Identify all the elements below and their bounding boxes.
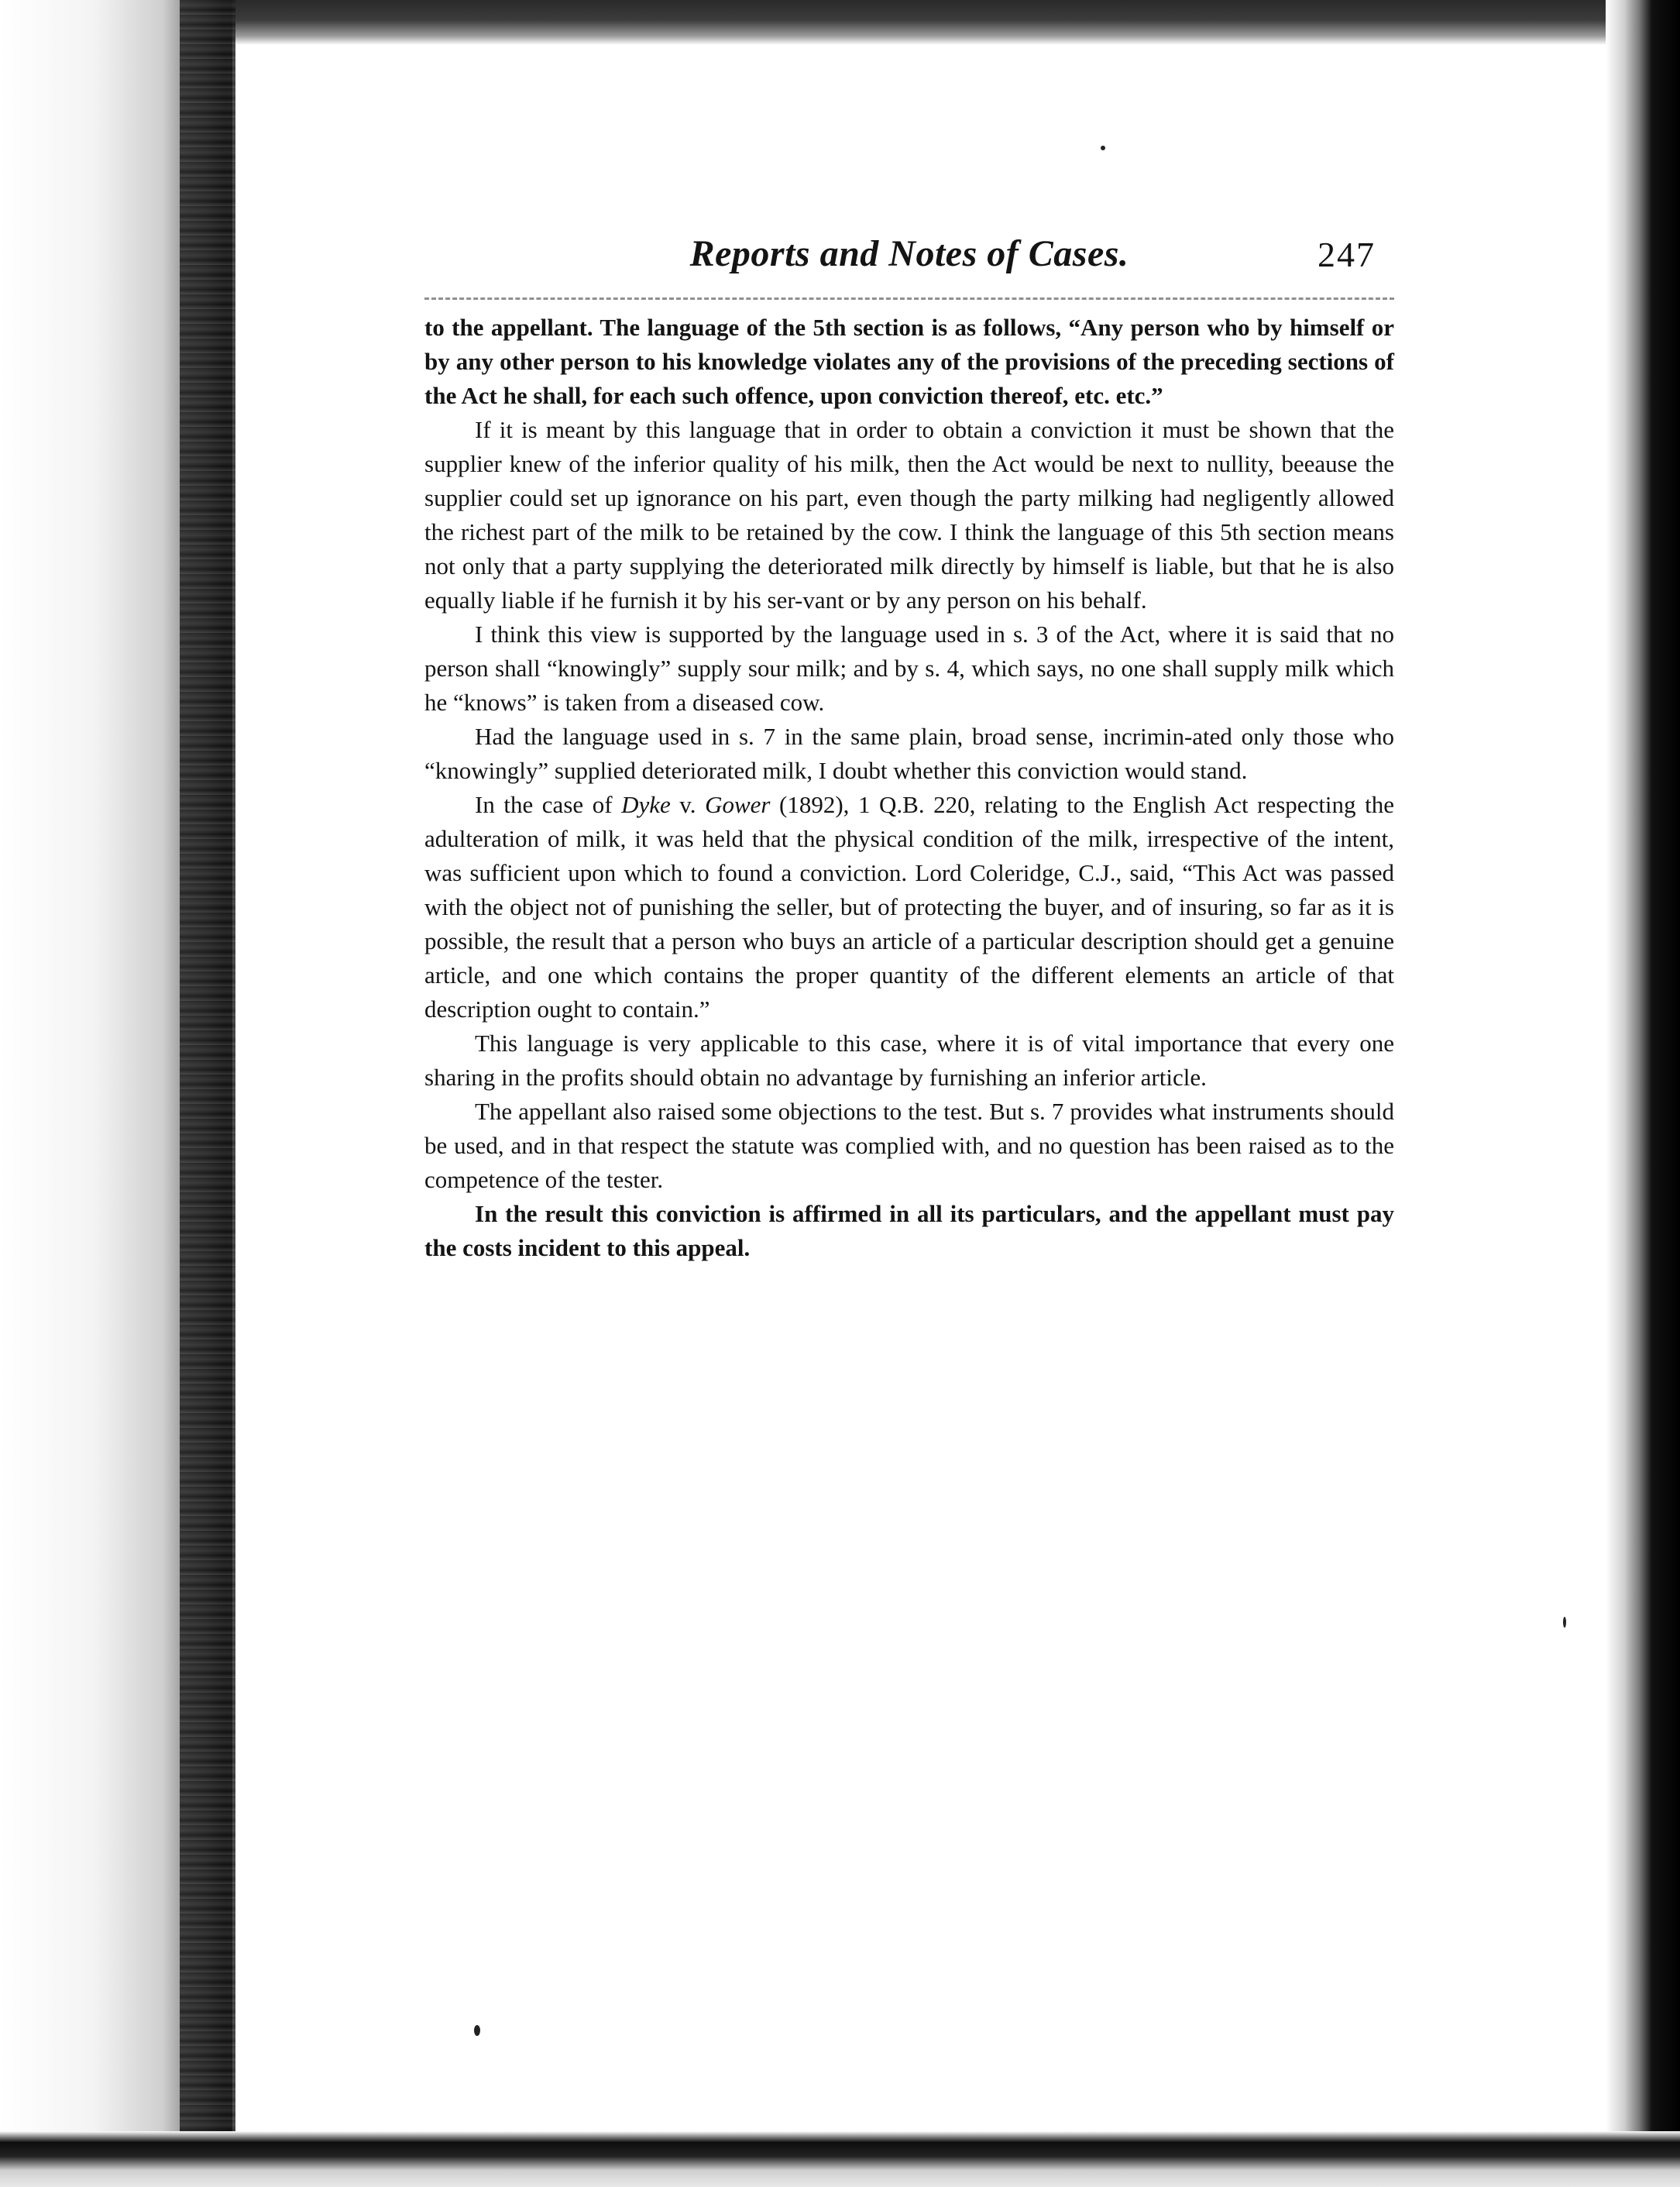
text-run: In the case of <box>475 791 622 818</box>
case-party-name: Dyke <box>621 791 671 818</box>
paragraph: In the result this conviction is affirmed in all its particulars, and the appellant must pay the costs incident to this appeal. <box>424 1200 1394 1261</box>
running-head <box>424 232 1394 287</box>
paragraph: I think this view is supported by the language used in s. 3 of the Act, where it is said that no person shall “knowingly” supply sour milk; and by s. 4, which says, no one shall supply milk which he “knows” is taken from a diseased cow. <box>424 621 1394 716</box>
scan-top-edge <box>0 0 1680 45</box>
text-run: v. <box>670 791 706 818</box>
paragraph: The appellant also raised some objections to the test. But s. 7 provides what instruments should be used, and in that respect the statute was complied with, and no question has been raised as to the competence of the tester. <box>424 1098 1394 1193</box>
page-number: 247 <box>1318 235 1376 274</box>
scan-right-edge <box>1606 0 1680 2187</box>
paragraph-case-citation <box>424 788 1394 1026</box>
paragraph: Had the language used in s. 7 in the same plain, broad sense, incrimin-ated only those who “knowingly” supplied deteriorated milk, I doubt whether this conviction would stand. <box>424 723 1394 784</box>
text-run: (1892), 1 Q.B. 220, relating to the English Act respecting the adulteration of milk, it was held that the physical condition of the milk, irrespective of the intent, was sufficient upon which to found a conviction. Lord Coleridge, C.J., said, “This Act was passed with the object not of punishing the seller, but of protecting the buyer, and of insuring, so far as it is possible, the result that a person who buys an article of a particular description should get a genuine article, and one which contains the proper quantity of the different elements an article of that description ought to contain.” <box>424 791 1394 1023</box>
case-party-name: Gower <box>705 791 771 818</box>
scan-speck <box>1563 1617 1566 1628</box>
paragraph: If it is meant by this language that in order to obtain a conviction it must be shown that the supplier knew of the inferior quality of his milk, then the Act would be next to nullity, beeause the supplier could set up ignorance on his part, even though the party milking had negligently allowed the richest part of the milk to be retained by the cow. I think the language of this 5th section means not only that a party supplying the deteriorated milk directly by himself is liable, but that he is also equally liable if he furnish it by his ser-vant or by any person on his behalf. <box>424 416 1394 614</box>
scan-binding-shadow <box>180 0 235 2187</box>
running-title: Reports and Notes of Cases. <box>689 233 1129 274</box>
paragraph: This language is very applicable to this case, where it is of vital importance that every one sharing in the profits should obtain no advantage by furnishing an inferior article. <box>424 1030 1394 1091</box>
paragraph: to the appellant. The language of the 5th section is as follows, “Any person who by himself or by any other person to his knowledge violates any of the provisions of the preceding sections of the Act he shall, for each such offence, upon conviction thereof, etc. etc.” <box>424 314 1394 409</box>
scan-speck <box>474 2025 480 2036</box>
scan-bottom-edge <box>0 2131 1680 2187</box>
scan-speck <box>1101 146 1105 150</box>
header-rule <box>424 297 1394 300</box>
page-body <box>424 311 1394 1265</box>
book-page <box>424 232 1394 1265</box>
